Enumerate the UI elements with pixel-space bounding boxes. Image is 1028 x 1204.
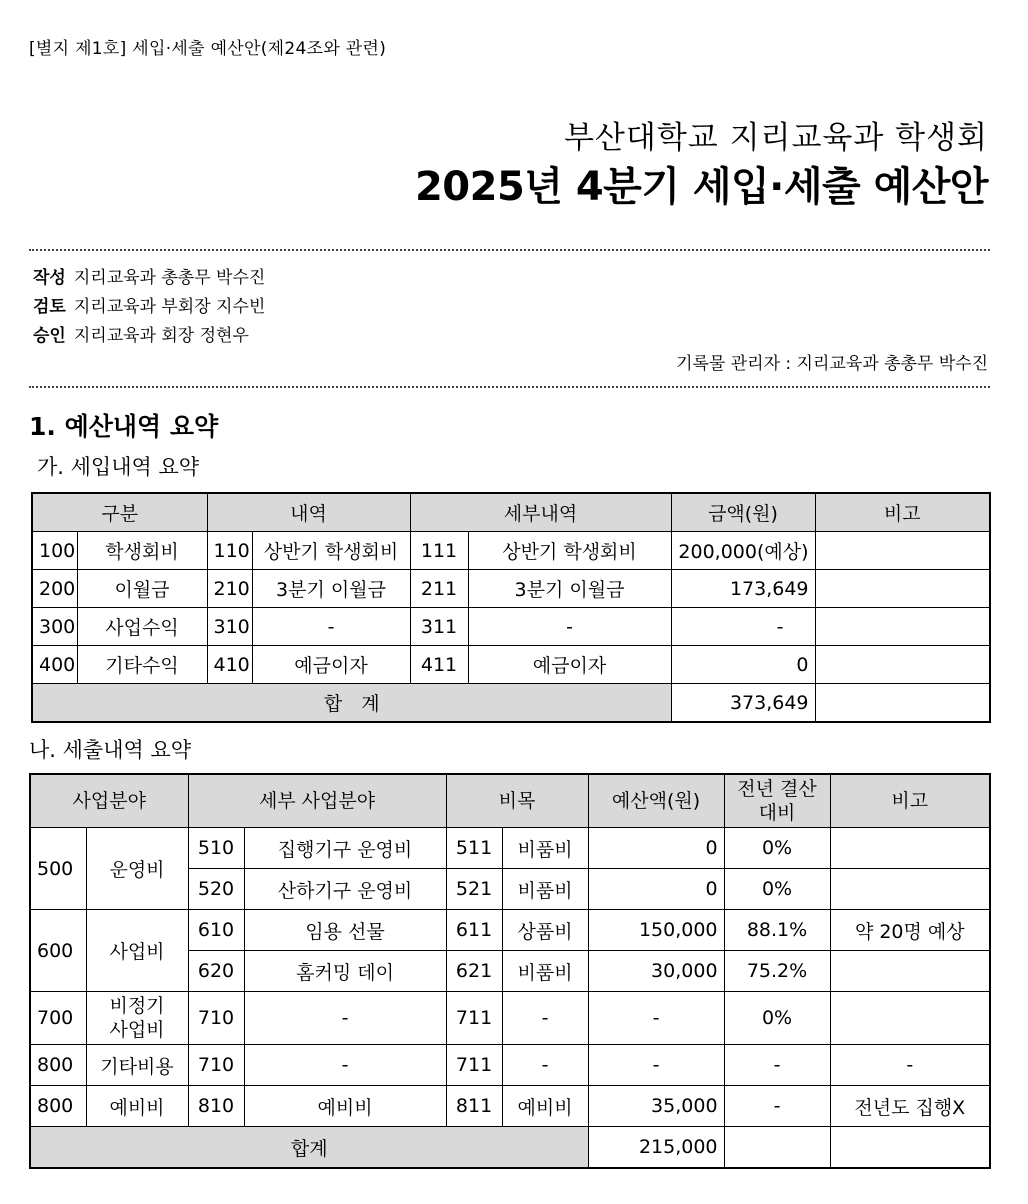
item-cell: 3분기 이월금	[252, 570, 410, 608]
total-amount: 215,000	[588, 1127, 724, 1169]
code-cell: 100	[32, 532, 77, 570]
code-cell: 710	[188, 992, 244, 1045]
ratio-cell: -	[724, 1086, 830, 1127]
approver-label: 승인	[33, 326, 66, 346]
total-ratio	[724, 1127, 830, 1169]
total-label: 합계	[30, 1127, 588, 1169]
item-cell: 예비비	[502, 1086, 588, 1127]
subfield-cell: 집행기구 운영비	[244, 828, 446, 869]
note-cell	[830, 869, 990, 910]
records-keeper: 기록물 관리자 : 지리교육과 총총무 박수진	[676, 354, 988, 374]
code-cell: 810	[188, 1086, 244, 1127]
ratio-cell: 0%	[724, 828, 830, 869]
amount-cell: 0	[671, 646, 815, 684]
item-cell: 비품비	[502, 828, 588, 869]
income-header-detail: 세부내역	[410, 493, 671, 532]
subfield-cell: 예비비	[244, 1086, 446, 1127]
item-cell: -	[502, 1045, 588, 1086]
income-header-note: 비고	[815, 493, 990, 532]
code-cell: 210	[207, 570, 252, 608]
code-cell: 311	[410, 608, 468, 646]
expense-header-row	[30, 774, 990, 828]
expense-header-item: 비목	[446, 774, 588, 828]
income-table	[31, 492, 991, 723]
author-value: 지리교육과 총총무 박수진	[73, 268, 266, 288]
approver-line	[33, 321, 249, 346]
amount-cell: -	[671, 608, 815, 646]
budget-cell: -	[588, 992, 724, 1045]
section-title: 1. 예산내역 요약	[29, 412, 219, 441]
amount-cell: 173,649	[671, 570, 815, 608]
code-cell: 400	[32, 646, 77, 684]
author-line	[33, 263, 265, 288]
expense-header-note: 비고	[830, 774, 990, 828]
form-note: [별지 제1호] 세입·세출 예산안(제24조와 관련)	[29, 39, 387, 59]
code-cell: 800	[30, 1086, 86, 1127]
reviewer-line	[33, 292, 265, 317]
code-cell: 811	[446, 1086, 502, 1127]
note-cell	[830, 992, 990, 1045]
document-subtitle: 부산대학교 지리교육과 학생회	[563, 120, 988, 156]
subfield-cell: 홈커밍 데이	[244, 951, 446, 992]
table-row	[32, 532, 990, 570]
code-cell: 710	[188, 1045, 244, 1086]
ratio-cell: 75.2%	[724, 951, 830, 992]
code-cell: 711	[446, 992, 502, 1045]
total-note	[815, 684, 990, 723]
note-cell: 약 20명 예상	[830, 910, 990, 951]
code-cell: 711	[446, 1045, 502, 1086]
income-section-title: 가. 세입내역 요약	[37, 455, 200, 479]
detail-cell: -	[468, 608, 671, 646]
code-cell: 410	[207, 646, 252, 684]
divider-top	[29, 249, 990, 251]
total-note	[830, 1127, 990, 1169]
approver-value: 지리교육과 회장 정현우	[73, 326, 249, 346]
code-cell: 110	[207, 532, 252, 570]
income-header-item: 내역	[207, 493, 410, 532]
code-cell: 621	[446, 951, 502, 992]
item-cell: 상품비	[502, 910, 588, 951]
item-cell: 예금이자	[252, 646, 410, 684]
reviewer-label: 검토	[33, 297, 66, 317]
code-cell: 700	[30, 992, 86, 1045]
field-cell: 예비비	[86, 1086, 188, 1127]
code-cell: 300	[32, 608, 77, 646]
ratio-cell: 0%	[724, 992, 830, 1045]
expense-total-row	[30, 1127, 990, 1169]
code-cell: 310	[207, 608, 252, 646]
table-row	[30, 1086, 990, 1127]
budget-cell: 30,000	[588, 951, 724, 992]
category-cell: 학생회비	[77, 532, 207, 570]
budget-cell: 0	[588, 869, 724, 910]
subfield-cell: -	[244, 1045, 446, 1086]
field-cell: 운영비	[86, 828, 188, 910]
table-row	[30, 992, 990, 1045]
category-cell: 이월금	[77, 570, 207, 608]
amount-cell: 200,000(예상)	[671, 532, 815, 570]
note-cell: 전년도 집행X	[830, 1086, 990, 1127]
detail-cell: 상반기 학생회비	[468, 532, 671, 570]
code-cell: 611	[446, 910, 502, 951]
code-cell: 411	[410, 646, 468, 684]
category-cell: 사업수익	[77, 608, 207, 646]
code-cell: 211	[410, 570, 468, 608]
expense-header-field: 사업분야	[30, 774, 188, 828]
total-amount: 373,649	[671, 684, 815, 723]
budget-cell: 0	[588, 828, 724, 869]
subfield-cell: 산하기구 운영비	[244, 869, 446, 910]
income-total-row	[32, 684, 990, 723]
document-title: 2025년 4분기 세입·세출 예산안	[414, 164, 988, 210]
author-label: 작성	[33, 268, 66, 288]
subfield-cell: 임용 선물	[244, 910, 446, 951]
expense-header-ratio: 전년 결산대비	[724, 774, 830, 828]
item-cell: -	[502, 992, 588, 1045]
detail-cell: 3분기 이월금	[468, 570, 671, 608]
ratio-cell: -	[724, 1045, 830, 1086]
table-row	[32, 608, 990, 646]
table-row	[30, 910, 990, 951]
item-cell: 비품비	[502, 869, 588, 910]
field-cell: 사업비	[86, 910, 188, 992]
code-cell: 800	[30, 1045, 86, 1086]
total-label: 합 계	[32, 684, 671, 723]
field-cell: 비정기 사업비	[86, 992, 188, 1045]
table-row	[30, 1045, 990, 1086]
code-cell: 500	[30, 828, 86, 910]
code-cell: 521	[446, 869, 502, 910]
code-cell: 200	[32, 570, 77, 608]
code-cell: 600	[30, 910, 86, 992]
note-cell	[815, 570, 990, 608]
budget-cell: -	[588, 1045, 724, 1086]
code-cell: 620	[188, 951, 244, 992]
field-cell: 기타비용	[86, 1045, 188, 1086]
income-header-amount: 금액(원)	[671, 493, 815, 532]
code-cell: 511	[446, 828, 502, 869]
reviewer-value: 지리교육과 부회장 지수빈	[73, 297, 266, 317]
note-cell	[815, 608, 990, 646]
table-row	[32, 570, 990, 608]
subfield-cell: -	[244, 992, 446, 1045]
code-cell: 510	[188, 828, 244, 869]
expense-header-budget: 예산액(원)	[588, 774, 724, 828]
detail-cell: 예금이자	[468, 646, 671, 684]
item-cell: -	[252, 608, 410, 646]
divider-bottom	[29, 386, 990, 388]
table-row	[32, 646, 990, 684]
table-row	[30, 828, 990, 869]
code-cell: 520	[188, 869, 244, 910]
note-cell	[830, 828, 990, 869]
note-cell: -	[830, 1045, 990, 1086]
budget-cell: 150,000	[588, 910, 724, 951]
expense-table	[29, 773, 991, 1169]
expense-header-subfield: 세부 사업분야	[188, 774, 446, 828]
income-header-row	[32, 493, 990, 532]
note-cell	[815, 646, 990, 684]
item-cell: 비품비	[502, 951, 588, 992]
ratio-cell: 0%	[724, 869, 830, 910]
category-cell: 기타수익	[77, 646, 207, 684]
item-cell: 상반기 학생회비	[252, 532, 410, 570]
income-header-category: 구분	[32, 493, 207, 532]
ratio-cell: 88.1%	[724, 910, 830, 951]
note-cell	[815, 532, 990, 570]
note-cell	[830, 951, 990, 992]
budget-cell: 35,000	[588, 1086, 724, 1127]
code-cell: 111	[410, 532, 468, 570]
code-cell: 610	[188, 910, 244, 951]
expense-section-title: 나. 세출내역 요약	[29, 738, 192, 762]
